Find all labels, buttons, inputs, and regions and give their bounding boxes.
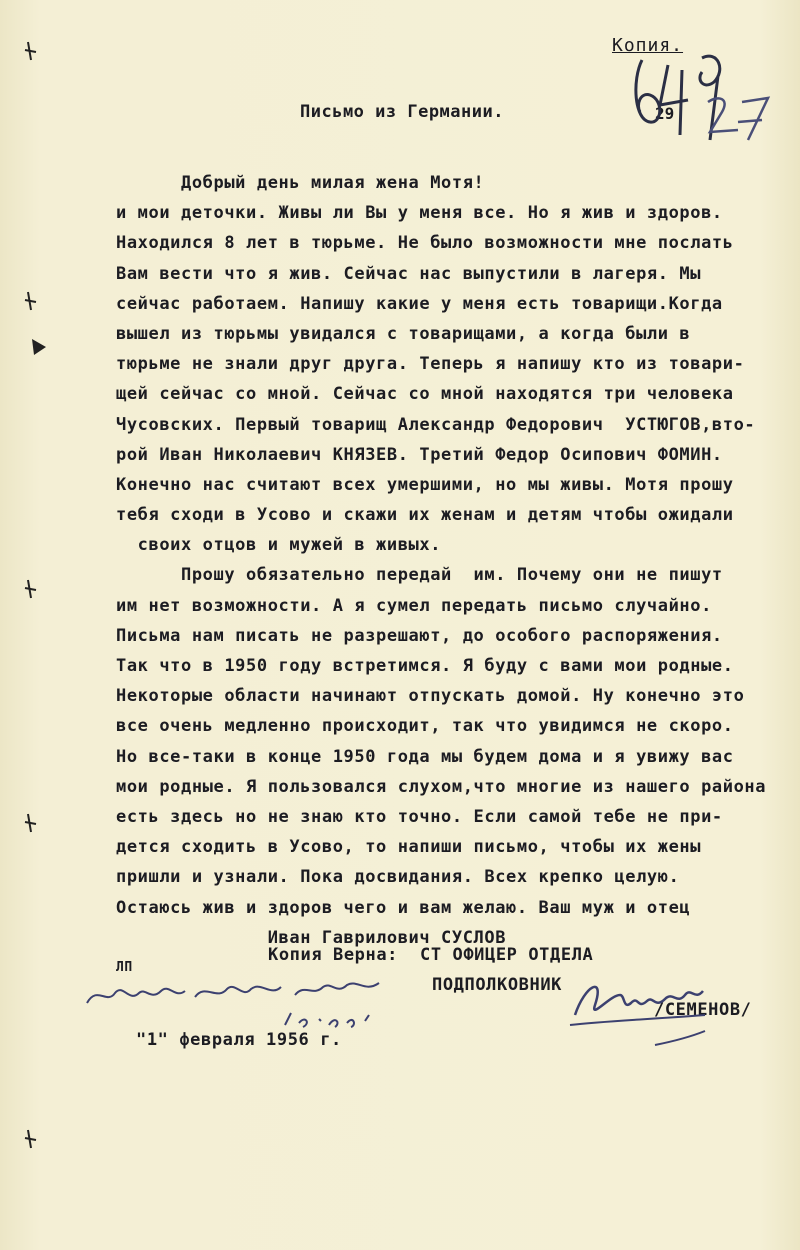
letter-line: Письма нам писать не разрешают, до особого распоряжения. bbox=[116, 625, 723, 646]
officer-name: /СЕМЕНОВ/ bbox=[654, 1000, 752, 1020]
punch-hole-mark bbox=[22, 290, 40, 312]
letter-line: Иван Гаврилович СУСЛОВ bbox=[116, 927, 507, 948]
letter-line: Некоторые области начинают отпускать домой. Ну конечно это bbox=[116, 686, 745, 707]
punch-hole-mark bbox=[22, 812, 40, 834]
letter-line: Остаюсь жив и здоров чего и вам желаю. Ваш муж и отец bbox=[116, 897, 691, 918]
letter-line: Чусовских. Первый товарищ Александр Федорович УСТЮГОВ,вто- bbox=[116, 414, 756, 435]
letter-line: Но все-таки в конце 1950 года мы будем дома и я увижу вас bbox=[116, 746, 734, 767]
letter-line: Добрый день милая жена Мотя! bbox=[116, 173, 485, 193]
officer-signature bbox=[565, 965, 715, 1055]
letter-line: Так что в 1950 году встретимся. Я буду с вами мои родные. bbox=[116, 656, 734, 676]
letter-line: Прошу обязательно передай им. Почему они не пишут bbox=[116, 565, 723, 586]
page-title: Письмо из Германии. bbox=[300, 102, 504, 122]
copy-stamp: Копия. bbox=[612, 35, 684, 56]
officer-position: СТ ОФИЦЕР ОТДЕЛА bbox=[420, 945, 594, 965]
letter-line: щей сейчас со мной. Сейчас со мной находятся три человека bbox=[116, 384, 734, 405]
letter-line: тебя сходи в Усово и скажи их женам и детям чтобы ожидали bbox=[116, 505, 734, 526]
letter-line: сейчас работаем. Напишу какие у меня есть товарищи.Когда bbox=[116, 293, 723, 314]
officer-rank: ПОДПОЛКОВНИК bbox=[432, 975, 563, 995]
letter-line: все очень медленно происходит, так что увидимся не скоро. bbox=[116, 716, 734, 737]
handwritten-postmark-note bbox=[85, 975, 395, 1035]
handwritten-archive-number bbox=[630, 40, 780, 150]
letter-line: вышел из тюрьмы увидался с товарищами, а когда были в bbox=[116, 323, 691, 344]
letter-line: Находился 8 лет в тюрьме. Не было возможности мне послать bbox=[116, 233, 734, 254]
punch-hole-mark bbox=[22, 1128, 40, 1150]
page-number: 29 bbox=[655, 104, 675, 123]
copy-verified-label: Копия Верна: bbox=[268, 945, 399, 965]
punch-hole-mark bbox=[22, 578, 40, 600]
punch-hole-mark bbox=[30, 335, 48, 357]
letter-line: рой Иван Николаевич КНЯЗЕВ. Третий Федор Осипович ФОМИН. bbox=[116, 444, 723, 465]
letter-line: им нет возможности. А я сумел передать письмо случайно. bbox=[116, 595, 712, 616]
letter-line: есть здесь но не знаю кто точно. Если самой тебе не при- bbox=[116, 806, 723, 827]
letter-line: и мои деточки. Живы ли Вы у меня все. Но я жив и здоров. bbox=[116, 203, 723, 224]
letter-line: пришли и узнали. Пока досвидания. Всех крепко целую. bbox=[116, 867, 680, 888]
letter-line: дется сходить в Усово, то напиши письмо, чтобы их жены bbox=[116, 837, 702, 858]
letter-line: своих отцов и мужей в живых. bbox=[116, 535, 442, 556]
letter-line: тюрьме не знали друг друга. Теперь я напишу кто из товари- bbox=[116, 354, 745, 375]
letter-line: Конечно нас считают всех умершими, но мы живы. Мотя прошу bbox=[116, 474, 734, 495]
punch-hole-mark bbox=[22, 40, 40, 62]
letter-body bbox=[116, 168, 796, 953]
letter-line: мои родные. Я пользовался слухом,что многие из нашего района bbox=[116, 776, 767, 797]
letter-line: Вам вести что я жив. Сейчас нас выпустили в лагеря. Мы bbox=[116, 263, 702, 284]
document-date: "1" февраля 1956 г. bbox=[136, 1030, 342, 1050]
typist-initials: ЛП bbox=[116, 960, 133, 975]
